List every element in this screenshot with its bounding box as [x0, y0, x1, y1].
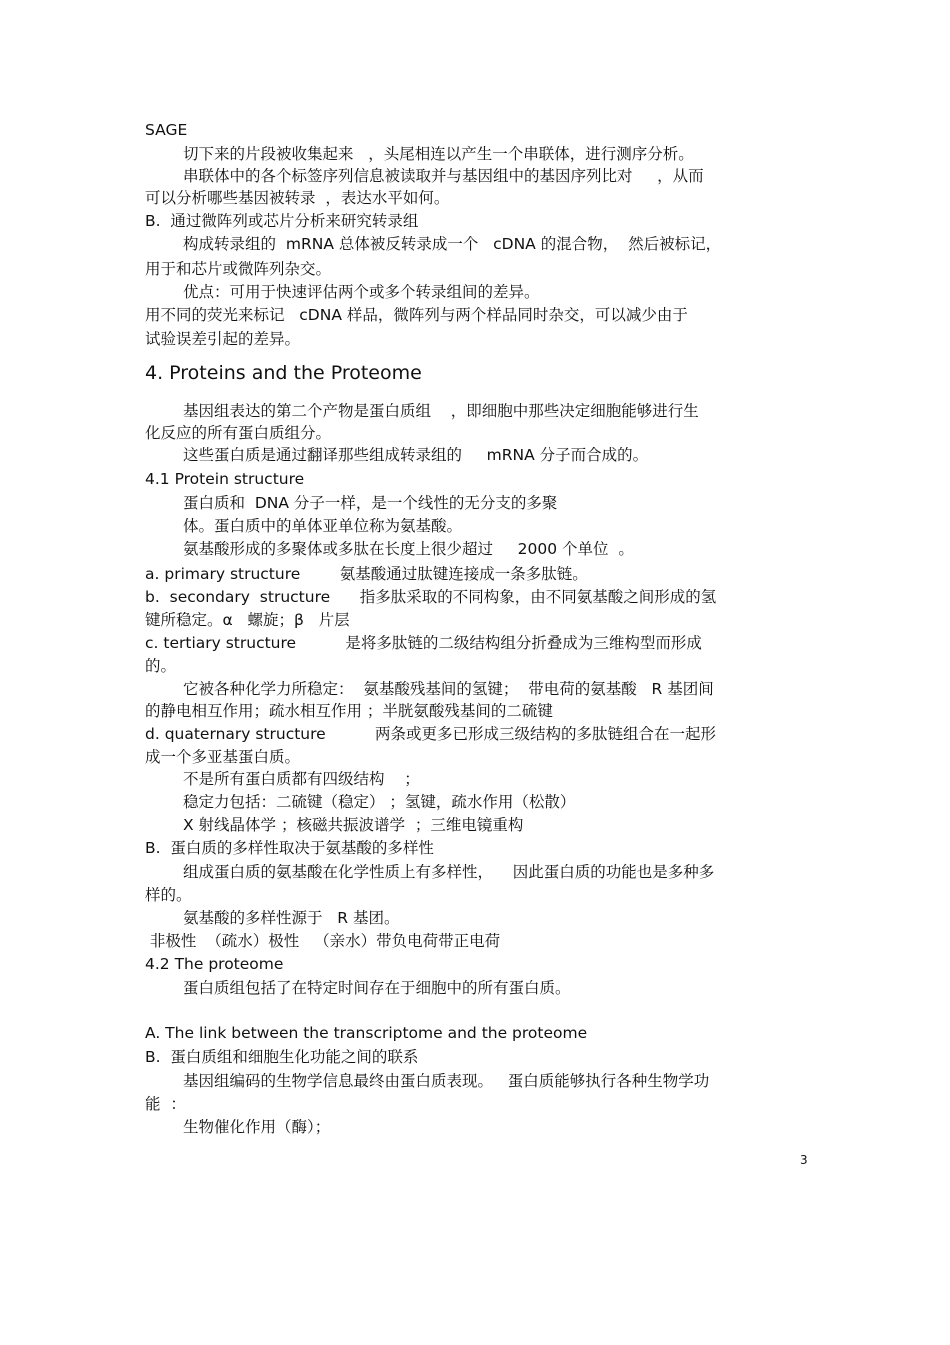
text-line: 用于和芯片或微阵列杂交。 — [145, 260, 332, 278]
text-line: 体。蛋白质中的单体亚单位称为氨基酸。 — [183, 517, 463, 535]
text-line: 基因组表达的第二个产物是蛋白质组 ，即细胞中那些决定细胞能够进行生 — [183, 402, 699, 420]
text-line: 蛋白质组包括了在特定时间存在于细胞中的所有蛋白质。 — [183, 979, 571, 997]
text-line: 生物催化作用（酶）； — [183, 1118, 331, 1136]
text-line: 蛋白质和 DNA 分子一样，是一个线性的无分支的多聚 — [183, 494, 558, 512]
section-label: B. 蛋白质的多样性取决于氨基酸的多样性 — [145, 839, 434, 857]
text-line: a. primary structure 氨基酸通过肽键连接成一条多肽链。 — [145, 565, 588, 583]
section-label: B. 蛋白质组和细胞生化功能之间的联系 — [145, 1048, 419, 1066]
text-line: 的静电相互作用；疏水相互作用 ；半胱氨酸残基间的二硫键 — [145, 702, 553, 720]
text-line: 这些蛋白质是通过翻译那些组成转录组的 mRNA 分子而合成的。 — [183, 446, 649, 464]
text-line: 化反应的所有蛋白质组分。 — [145, 424, 332, 442]
text-line: 键所稳定。α 螺旋；β 片层 — [145, 611, 350, 629]
text-line: 组成蛋白质的氨基酸在化学性质上有多样性， 因此蛋白质的功能也是多种多 — [183, 863, 715, 881]
text-line: 构成转录组的 mRNA 总体被反转录成一个 cDNA 的混合物， 然后被标记， — [183, 235, 722, 253]
text-line: 它被各种化学力所稳定： 氨基酸残基间的氢键； 带电荷的氨基酸 R 基团间 — [183, 680, 714, 698]
text-line: b. secondary structure 指多肽采取的不同构象，由不同氨基酸之间形成的氢 — [145, 588, 717, 606]
text-line: 用不同的荧光来标记 cDNA 样品，微阵列与两个样品同时杂交，可以减少由于 — [145, 306, 688, 324]
text-line: 样的。 — [145, 886, 192, 904]
text-line: 成一个多亚基蛋白质。 — [145, 748, 301, 766]
subsection-heading: 4.2 The proteome — [145, 955, 284, 973]
text-line: c. tertiary structure 是将多肽链的二级结构组分折叠成为三维构型而形成 — [145, 634, 702, 652]
section-label: B. 通过微阵列或芯片分析来研究转录组 — [145, 212, 419, 230]
text-line: X 射线晶体学 ；核磁共振波谱学 ；三维电镜重构 — [183, 816, 524, 834]
text-line: A. The link between the transcriptome and the proteome — [145, 1024, 588, 1042]
text-line: 稳定力包括：二硫键（稳定） ；氢键，疏水作用（松散） — [183, 793, 576, 811]
text-line: 氨基酸的多样性源于 R 基团。 — [183, 909, 400, 927]
text-line: 的。 — [145, 657, 177, 675]
text-line: 非极性 （疏水）极性 （亲水）带负电荷带正电荷 — [145, 932, 501, 950]
text-line: 可以分析哪些基因被转录 ，表达水平如何。 — [145, 189, 450, 207]
text-line: 串联体中的各个标签序列信息被读取并与基因组中的基因序列比对 ，从而 — [183, 167, 704, 185]
text-line: d. quaternary structure 两条或更多已形成三级结构的多肽链组合在一起形 — [145, 725, 716, 743]
text-line: 基因组编码的生物学信息最终由蛋白质表现。 蛋白质能够执行各种生物学功 — [183, 1072, 710, 1090]
subsection-heading: 4.1 Protein structure — [145, 470, 305, 488]
text-line: 能 ： — [145, 1095, 186, 1113]
text-line: 氨基酸形成的多聚体或多肽在长度上很少超过 2000 个单位 。 — [183, 540, 634, 558]
text-line: 切下来的片段被收集起来 ，头尾相连以产生一个串联体，进行测序分析。 — [183, 145, 694, 163]
page-number: 3 — [800, 1153, 808, 1167]
section-heading: 4. Proteins and the Proteome — [145, 362, 422, 384]
text-line: SAGE — [145, 121, 188, 139]
text-line: 不是所有蛋白质都有四级结构 ； — [183, 770, 420, 788]
text-line: 优点：可用于快速评估两个或多个转录组间的差异。 — [183, 283, 540, 301]
text-line: 试验误差引起的差异。 — [145, 330, 301, 348]
